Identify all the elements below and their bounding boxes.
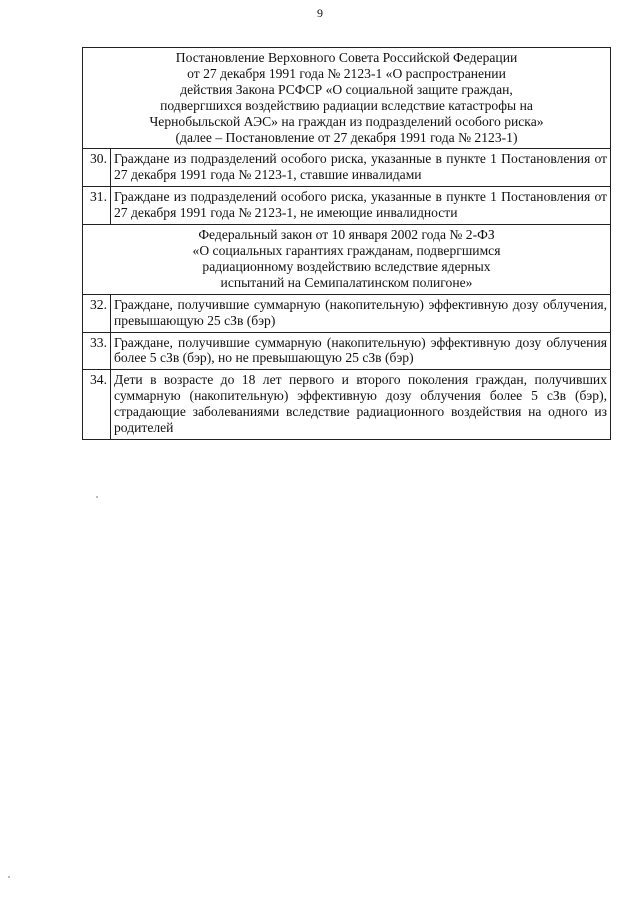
table-row — [83, 294, 611, 332]
scan-speck — [8, 876, 10, 878]
header-line: испытаний на Семипалатинском полигоне» — [220, 274, 473, 290]
section-header-row — [83, 48, 611, 149]
section-header-row — [83, 225, 611, 295]
category-table — [82, 47, 611, 440]
row-number: 33. — [83, 332, 111, 370]
scan-speck — [96, 496, 98, 498]
header-line: подвергшихся воздействию радиации вследствие катастрофы на — [160, 97, 533, 113]
row-text: Дети в возрасте до 18 лет первого и второго поколения граждан, получивших суммарную (накопительную) эффективную дозу облучения более 5 сЗв (бэр), страдающие заболеваниями вследствие радиационного воздействия на одного из родителей — [111, 370, 611, 440]
section-header-resolution-2123-1 — [83, 48, 611, 149]
page-number: 9 — [317, 6, 323, 20]
table-row — [83, 370, 611, 440]
header-line: «О социальных гарантиях гражданам, подвергшимся — [192, 242, 501, 258]
header-line: Чернобыльской АЭС» на граждан из подразделений особого риска» — [149, 113, 544, 129]
row-number: 30. — [83, 149, 111, 187]
header-line: действия Закона РСФСР «О социальной защите граждан, — [180, 81, 513, 97]
row-text: Граждане из подразделений особого риска, указанные в пункте 1 Постановления от 27 декабря 1991 года № 2123-1, не имеющие инвалидности — [111, 187, 611, 225]
row-text: Граждане из подразделений особого риска, указанные в пункте 1 Постановления от 27 декабря 1991 года № 2123-1, ставшие инвалидами — [111, 149, 611, 187]
header-line: Федеральный закон от 10 января 2002 года № 2-ФЗ — [198, 227, 495, 243]
header-line: радиационному воздействию вследствие ядерных — [202, 258, 491, 274]
row-number: 34. — [83, 370, 111, 440]
row-text: Граждане, получившие суммарную (накопительную) эффективную дозу облучения, превышающую 25 сЗв (бэр) — [111, 294, 611, 332]
table-row — [83, 332, 611, 370]
header-line: от 27 декабря 1991 года № 2123-1 «О распространении — [187, 65, 506, 81]
header-line: (далее – Постановление от 27 декабря 1991 года № 2123-1) — [175, 129, 518, 145]
row-number: 31. — [83, 187, 111, 225]
row-number: 32. — [83, 294, 111, 332]
row-text: Граждане, получившие суммарную (накопительную) эффективную дозу облучения более 5 сЗв (бэр), но не превышающую 25 сЗв (бэр) — [111, 332, 611, 370]
header-line: Постановление Верховного Совета Российской Федерации — [175, 50, 518, 65]
table-row — [83, 149, 611, 187]
section-header-federal-law-2-fz — [83, 225, 611, 295]
table-row — [83, 187, 611, 225]
